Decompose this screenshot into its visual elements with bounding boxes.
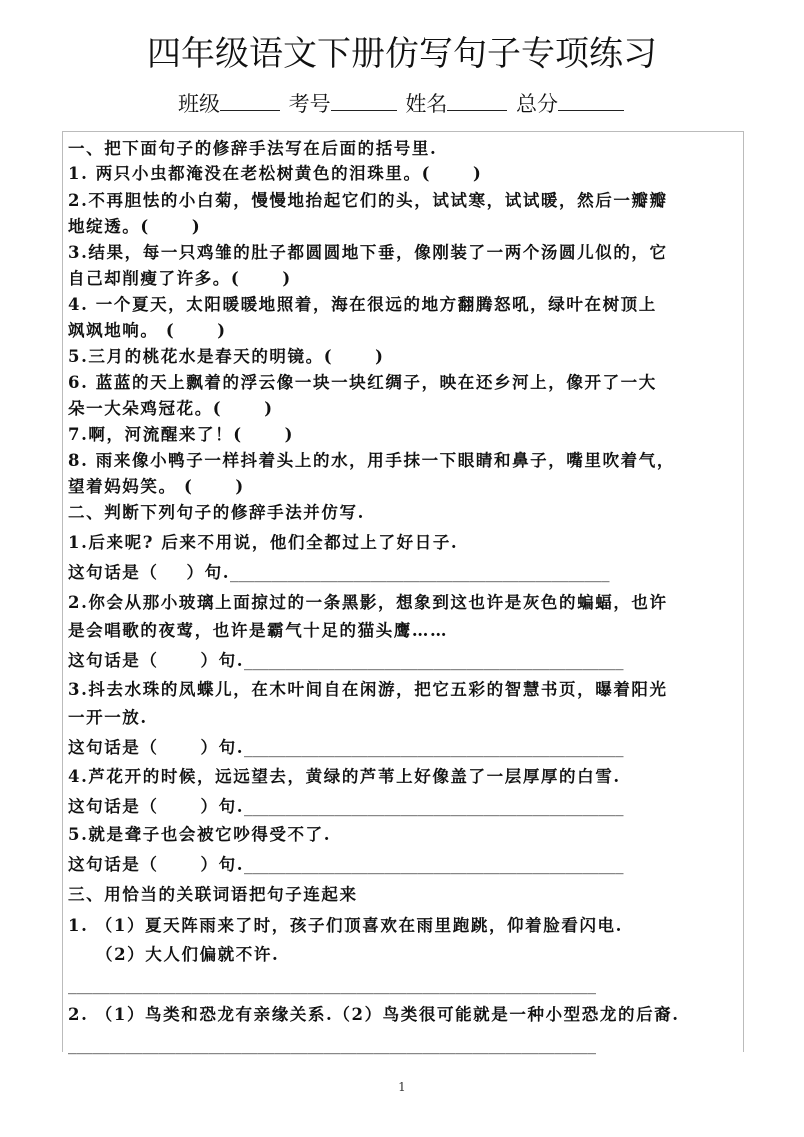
s1-q1: 1. 两只小虫都淹没在老松树黄色的泪珠里。( ) — [68, 164, 483, 183]
exam-no-label: 考号 — [288, 92, 331, 116]
s1-q4-line2: 飒飒地响。 ( ) — [68, 321, 227, 340]
s1-q2-line2: 地绽透。( ) — [68, 217, 202, 236]
s2-q4: 4.芦花开的时候，远远望去，黄绿的芦苇上好像盖了一层厚厚的白雪. — [68, 767, 621, 786]
s1-q5: 5.三月的桃花水是春天的明镜。( ) — [68, 347, 385, 366]
class-blank[interactable] — [220, 90, 280, 111]
class-label: 班级 — [177, 92, 220, 116]
s2-q3-line1: 3.抖去水珠的凤蝶儿，在木叶间自在闲游，把它五彩的智慧书页，曝着阳光 — [68, 680, 668, 699]
section-1-heading: 一、把下面句子的修辞手法写在后面的括号里. — [68, 139, 438, 158]
s1-q3-line1: 3.结果，每一只鸡雏的肚子都圆圆地下垂，像刚装了一两个汤圆儿似的，它 — [68, 243, 668, 262]
s1-q8-line2: 望着妈妈笑。 ( ) — [68, 477, 245, 496]
page-number: 1 — [398, 1080, 406, 1094]
s3-q2: 2. （1）鸟类和恐龙有亲缘关系.（2）鸟类很可能就是一种小型恐龙的后裔. — [68, 1005, 680, 1024]
name-label: 姓名 — [405, 92, 448, 116]
s1-q3-line2: 自己却削瘦了许多。( ) — [68, 269, 292, 288]
s2-q3-line2: 一开一放. — [68, 708, 148, 727]
s1-q8-line1: 8. 雨来像小鸭子一样抖着头上的水，用手抹一下眼睛和鼻子，嘴里吹着气， — [68, 451, 675, 470]
s2-q1-answer[interactable]: 这句话是（ ）句.______________________________________________ — [68, 563, 610, 582]
section-2-heading: 二、判断下列句子的修辞手法并仿写. — [68, 503, 365, 522]
s2-q2-line2: 是会唱歌的夜莺，也许是霸气十足的猫头鹰…… — [68, 621, 449, 640]
score-label: 总分 — [516, 92, 559, 116]
s3-q1-answer-line[interactable]: ________________________________________________________________ — [68, 975, 596, 994]
s2-q2-answer[interactable]: 这句话是（ ）句.______________________________________________ — [68, 651, 624, 670]
s1-q6-line1: 6. 蓝蓝的天上飘着的浮云像一块一块红绸子，映在还乡河上，像开了一大 — [68, 373, 657, 392]
page-title: 四年级语文下册仿写句子专项练习 — [147, 34, 657, 74]
s2-q3-answer[interactable]: 这句话是（ ）句.______________________________________________ — [68, 738, 624, 757]
s3-q1-line1: 1. （1）夏天阵雨来了时，孩子们顶喜欢在雨里跑跳，仰着脸看闪电. — [68, 916, 623, 935]
s1-q4-line1: 4. 一个夏天，太阳暖暖地照着，海在很远的地方翻腾怒吼，绿叶在树顶上 — [68, 295, 657, 314]
s2-q2-line1: 2.你会从那小玻璃上面掠过的一条黑影，想象到这也许是灰色的蝙蝠，也许 — [68, 593, 668, 612]
exam-no-blank[interactable] — [331, 90, 397, 111]
s2-q5-answer[interactable]: 这句话是（ ）句.______________________________________________ — [68, 855, 624, 874]
s1-q7: 7.啊，河流醒来了！( ) — [68, 425, 295, 444]
s2-q5: 5.就是聋子也会被它吵得受不了. — [68, 825, 332, 844]
name-blank[interactable] — [447, 90, 507, 111]
section-3-heading: 三、用恰当的关联词语把句子连起来 — [68, 885, 358, 904]
s1-q2-line1: 2.不再胆怯的小白菊，慢慢地抬起它们的头，试试寒，试试暖，然后一瓣瓣 — [68, 191, 668, 210]
s2-q1: 1.后来呢? 后来不用说，他们全都过上了好日子. — [68, 533, 459, 552]
s3-q2-answer-line[interactable]: ________________________________________________________________ — [68, 1035, 596, 1054]
student-info-row — [0, 90, 804, 118]
s1-q6-line2: 朵一大朵鸡冠花。( ) — [68, 399, 274, 418]
s3-q1-line2: （2）大人们偏就不许. — [96, 945, 280, 964]
score-blank[interactable] — [558, 90, 624, 111]
s2-q4-answer[interactable]: 这句话是（ ）句.______________________________________________ — [68, 797, 624, 816]
